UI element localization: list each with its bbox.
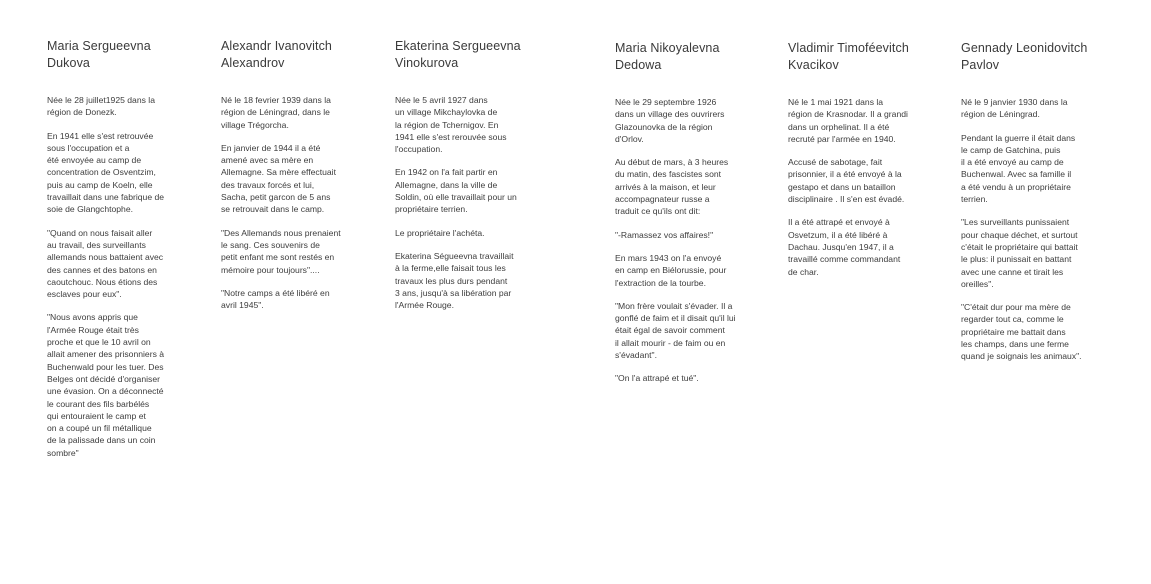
person-name: Maria Nikoyalevna Dedowa — [615, 41, 720, 72]
person-name: Gennady Leonidovitch Pavlov — [961, 41, 1088, 72]
paragraph: Accusé de sabotage, fait prisonnier, il a été envoyé à la gestapo et dans un bataillon disciplinaire . Il s'en est évadé. — [788, 157, 905, 205]
biography-column-vinokurova — [395, 38, 540, 322]
paragraph: En janvier de 1944 il a été amené avec sa mère en Allemagne. Sa mère effectuait des travaux forcés et lui, Sacha, petit garcon de 5 ans se retrouvait dans le camp. — [221, 142, 336, 215]
paragraph: En 1942 on l'a fait partir en Allemagne, dans la ville de Soldin, où elle travaillait pour un propriétaire terrien. — [395, 167, 517, 215]
paragraph: En 1941 elle s'est retrouvée sous l'occupation et a été envoyée au camp de concentration de Osventzim, puis au camp de Koeln, elle travaillait dans une fabrique de soie de Glangchtophe. — [47, 130, 165, 215]
biography-column-kvacikov — [788, 40, 933, 289]
paragraph: Né le 9 janvier 1930 dans la région de Léningrad. — [961, 97, 1068, 120]
paragraph: "Des Allemands nous prenaient le sang. Ces souvenirs de petit enfant me sont restés en mémoire pour toujours".... — [221, 227, 341, 275]
paragraph: "C'était dur pour ma mère de regarder tout ca, comme le propriétaire me battait dans les champs, dans une ferme quand je soignais les animaux". — [961, 302, 1082, 362]
paragraph: En mars 1943 on l'a envoyé en camp en Biélorussie, pour l'extraction de la tourbe. — [615, 252, 727, 288]
paragraph: "On l'a attrapé et tué". — [615, 373, 699, 384]
paragraph: "Notre camps a été libéré en avril 1945". — [221, 287, 330, 311]
paragraph: Ekaterina Ségueevna travaillait à la ferme,elle faisait tous les travaux les plus durs pendant 3 ans, jusqu'à sa libération par l'Armée Rouge. — [395, 250, 514, 311]
paragraph: "Quand on nous faisait aller au travail, des surveillants allemands nous battaient avec des cannes et des batons en caoutchouc. Nous étions des esclaves pour eux". — [47, 227, 164, 300]
person-name: Vladimir Timoféevitch Kvacikov — [788, 41, 909, 72]
paragraph: Né le 18 fevrier 1939 dans la région de Léningrad, dans le village Trégorcha. — [221, 95, 331, 130]
biography-column-dukova — [47, 38, 192, 470]
person-name: Ekaterina Sergueevna Vinokurova — [395, 39, 521, 70]
person-name: Alexandr Ivanovitch Alexandrov — [221, 39, 332, 70]
paragraph: "Les surveillants punissaient pour chaque déchet, et surtout c'était le propriétaire qui battait le plus: il punissait en battant avec une canne et tirait les oreilles". — [961, 217, 1078, 289]
paragraph: Née le 5 avril 1927 dans un village Mikchaylovka de la région de Tchernigov. En 1941 elle s'est rerouvée sous l'occupation. — [395, 95, 507, 155]
paragraph: Née le 29 septembre 1926 dans un village des ouvrirers Glazounovka de la région d'Orlov. — [615, 97, 725, 144]
paragraph: Il a été attrapé et envoyé à Osvetzum, il a été libéré à Dachau. Jusqu'en 1947, il a travaillé comme commandant de char. — [788, 217, 901, 277]
paragraph: Né le 1 mai 1921 dans la région de Krasnodar. Il a grandi dans un orphelinat. Il a été recruté par l'armée en 1940. — [788, 97, 908, 144]
person-name: Maria Sergueevna Dukova — [47, 39, 151, 70]
biography-column-pavlov — [961, 40, 1106, 374]
paragraph: Le propriétaire l'achéta. — [395, 227, 485, 238]
paragraph: "Mon frère voulait s'évader. Il a gonflé de faim et il disait qu'il lui était égal de savoir comment il allait mourir - de faim ou en s'évadant". — [615, 300, 736, 361]
paragraph: "Nous avons appris que l'Armée Rouge était très proche et que le 10 avril on allait amener des prisonniers à Buchenwald pour les tuer. Des Belges ont décidé d'organiser une évasion. On a déconnecté le courant des fils barbélés qui entouraient le camp et on a coupé un fil métallique de la palissade dans un coin sombre" — [47, 312, 165, 458]
paragraph: "-Ramassez vos affaires!" — [615, 229, 714, 240]
paragraph: Au début de mars, à 3 heures du matin, des fascistes sont arrivés à la maison, et leur accompagnateur russe a traduit ce qu'ils ont dit: — [615, 157, 729, 217]
paragraph: Pendant la guerre il était dans le camp de Gatchina, puis il a été envoyé au camp de Buchenwal. Avec sa famille il a été vendu à un propriétaire terrien. — [961, 132, 1076, 205]
biography-column-alexandrov — [221, 38, 366, 322]
biography-column-dedowa — [615, 40, 760, 396]
paragraph: Née le 28 juillet1925 dans la région de Donezk. — [47, 95, 155, 118]
